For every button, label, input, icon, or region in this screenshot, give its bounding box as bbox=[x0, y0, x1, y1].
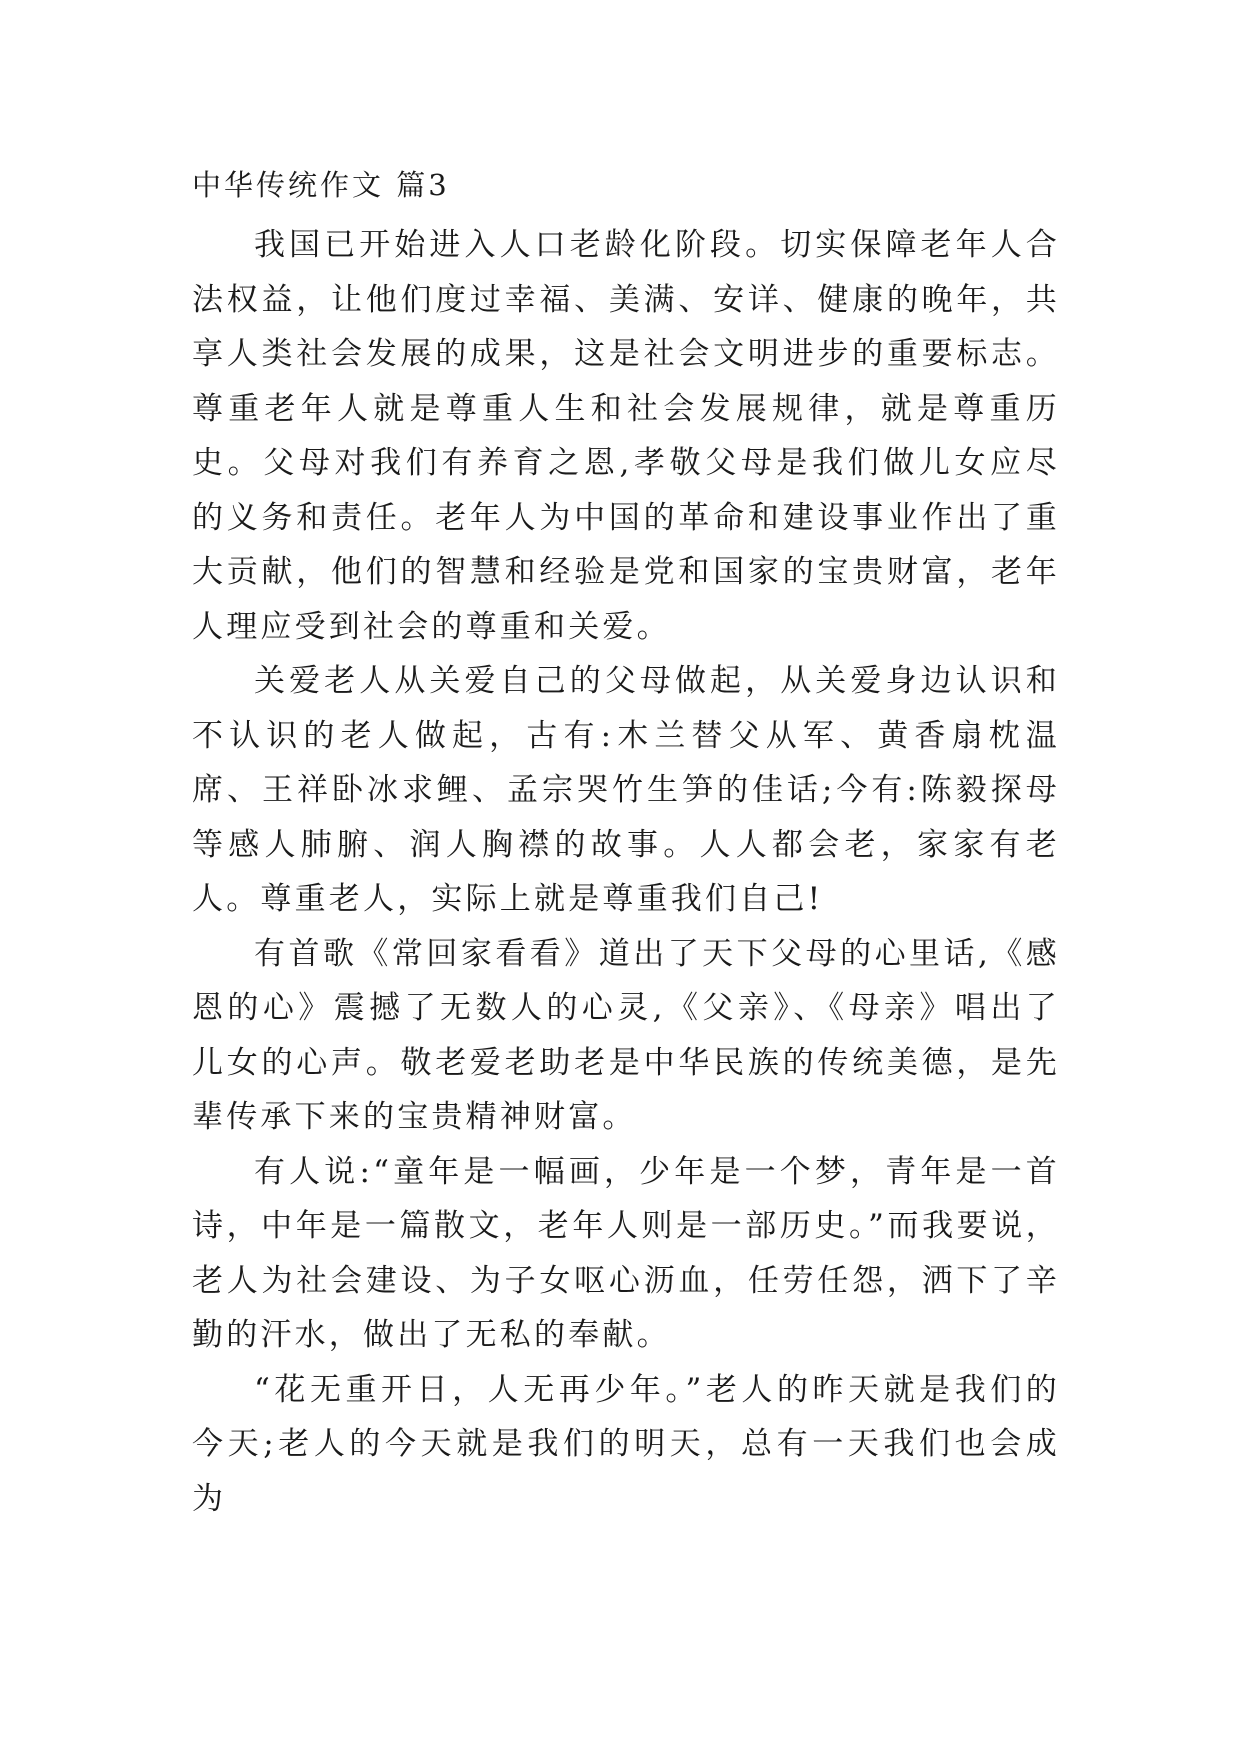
paragraph-3: 有首歌《常回家看看》道出了天下父母的心里话,《感恩的心》震撼了无数人的心灵,《父亲》、《母亲》唱出了儿女的心声。敬老爱老助老是中华民族的传统美德，是先辈传承下来的宝贵精神财富。 bbox=[192, 935, 1060, 1135]
paragraph-2: 关爱老人从关爱自己的父母做起，从关爱身边认识和不认识的老人做起，古有:木兰替父从军、黄香扇枕温席、王祥卧冰求鲤、孟宗哭竹生笋的佳话;今有:陈毅探母等感人肺腑、润人胸襟的故事。人人都会老，家家有老人。尊重老人，实际上就是尊重我们自己! bbox=[192, 663, 1060, 917]
document-body bbox=[192, 218, 1060, 1526]
paragraph-5: “花无重开日，人无再少年。”老人的昨天就是我们的今天;老人的今天就是我们的明天，总有一天我们也会成为 bbox=[192, 1371, 1060, 1517]
paragraph-1: 我国已开始进入人口老龄化阶段。切实保障老年人合法权益，让他们度过幸福、美满、安详、健康的晚年，共享人类社会发展的成果，这是社会文明进步的重要标志。尊重老年人就是尊重人生和社会发展规律，就是尊重历史。父母对我们有养育之恩,孝敬父母是我们做儿女应尽的义务和责任。老年人为中国的革命和建设事业作出了重大贡献，他们的智慧和经验是党和国家的宝贵财富，老年人理应受到社会的尊重和关爱。 bbox=[192, 227, 1060, 645]
paragraph-4: 有人说:“童年是一幅画，少年是一个梦，青年是一首诗，中年是一篇散文，老年人则是一部历史。”而我要说，老人为社会建设、为子女呕心沥血，任劳任怨，洒下了辛勤的汗水，做出了无私的奉献。 bbox=[192, 1153, 1060, 1353]
document-title: 中华传统作文 篇3 bbox=[192, 168, 450, 202]
